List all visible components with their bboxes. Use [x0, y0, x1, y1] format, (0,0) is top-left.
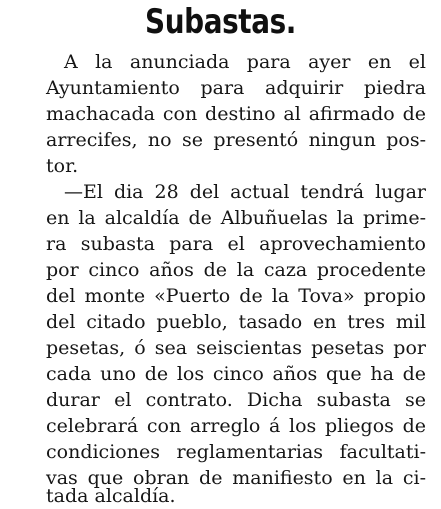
paragraph-line: en la alcaldía de Albuñuelas la prime-: [46, 207, 426, 229]
paragraph-line: condiciones reglamentarias facultati-: [46, 441, 426, 463]
paragraph-line: celebrará con arreglo á los pliegos de: [46, 415, 426, 437]
paragraph-line: Ayuntamiento para adquirir piedra: [46, 77, 426, 99]
paragraph-line: ra subasta para el aprovechamiento: [46, 233, 426, 255]
paragraph-line: pesetas, ó sea seiscientas pesetas por: [46, 337, 426, 359]
paragraph-line: cada uno de los cinco años que ha de: [46, 363, 426, 385]
paragraph-line: tor.: [46, 155, 79, 177]
paragraph-line: durar el contrato. Dicha subasta se: [46, 389, 426, 411]
paragraph-line: A la anunciada para ayer en el: [64, 51, 426, 73]
paragraph-line: —El dia 28 del actual tendrá lugar: [64, 181, 426, 203]
paragraph-line: del monte «Puerto de la Tova» propio: [46, 285, 426, 307]
article-headline: Subastas.: [145, 2, 296, 42]
paragraph-line: del citado pueblo, tasado en tres mil: [46, 311, 426, 333]
paragraph-line: por cinco años de la caza procedente: [46, 259, 426, 281]
paragraph-line: machacada con destino al afirmado de: [46, 103, 426, 125]
paragraph-line: arrecifes, no se presentó ningun pos-: [46, 129, 426, 151]
paragraph-line: vas que obran de manifiesto en la ci-: [46, 467, 426, 489]
paragraph-line: tada alcaldía.: [46, 485, 176, 507]
